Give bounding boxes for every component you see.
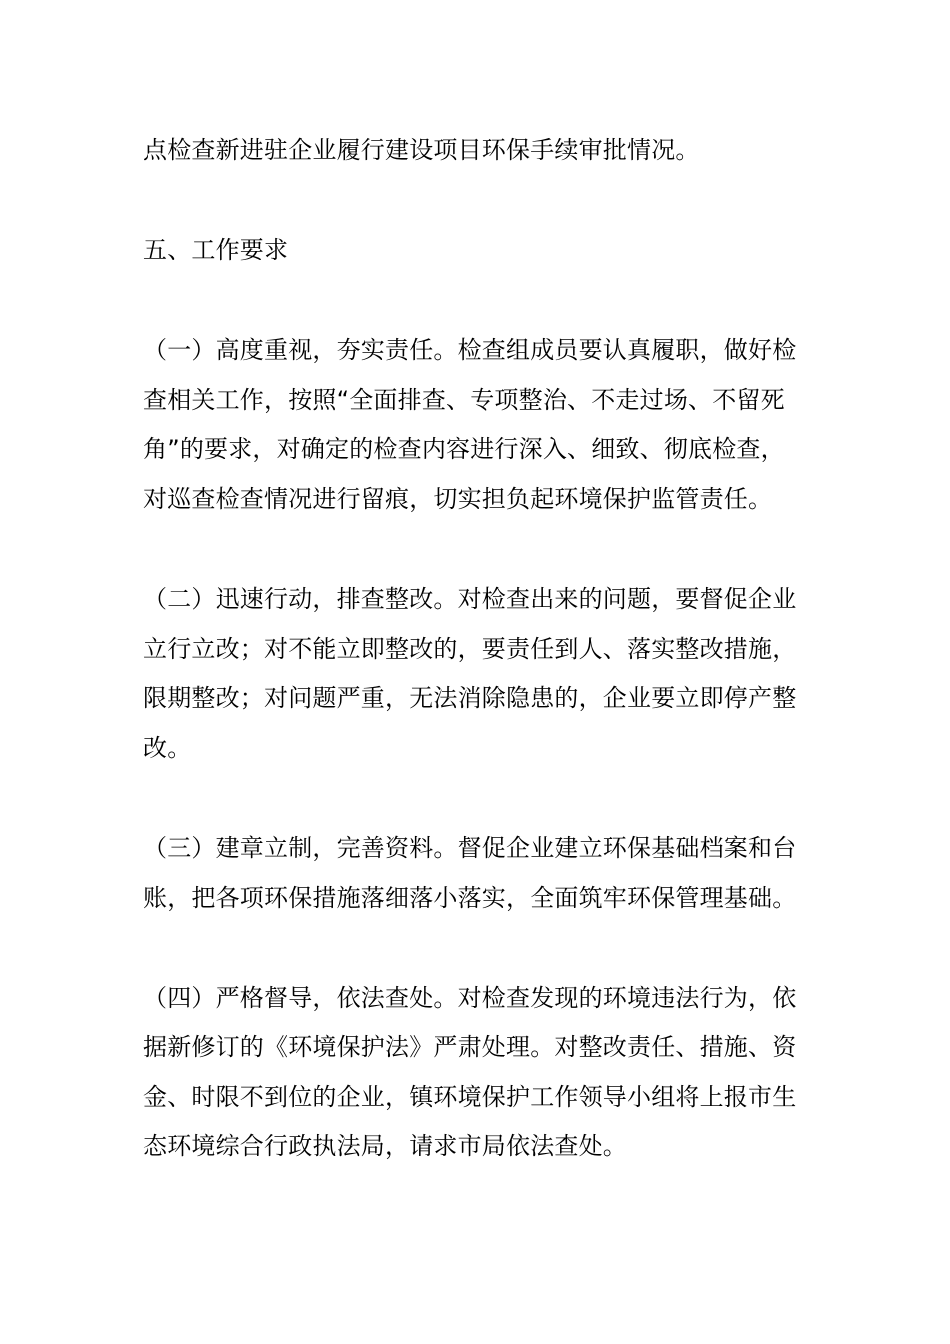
- paragraph-line: 限期整改；对问题严重，无法消除隐患的，企业要立即停产整: [143, 684, 797, 712]
- paragraph-line: （二）迅速行动，排查整改。对检查出来的问题，要督促企业: [143, 585, 797, 613]
- paragraph-line: 账，把各项环保措施落细落小落实，全面筑牢环保管理基础。: [143, 884, 797, 912]
- paragraph-line: 查相关工作，按照“全面排查、专项整治、不走过场、不留死: [143, 386, 785, 414]
- paragraph-line: （四）严格督导，依法查处。对检查发现的环境违法行为，依: [143, 984, 797, 1012]
- paragraph-line: 立行立改；对不能立即整改的，要责任到人、落实整改措施，: [143, 635, 797, 663]
- paragraph-line: 金、时限不到位的企业，镇环境保护工作领导小组将上报市生: [143, 1083, 797, 1111]
- paragraph-line: 角”的要求，对确定的检查内容进行深入、细致、彻底检查，: [143, 435, 785, 463]
- paragraph-line: 改。: [143, 734, 192, 762]
- paragraph-line: （三）建章立制，完善资料。督促企业建立环保基础档案和台: [143, 834, 797, 862]
- section-heading: 五、工作要求: [143, 236, 289, 264]
- paragraph-line: 态环境综合行政执法局，请求市局依法查处。: [143, 1132, 627, 1160]
- paragraph-line: 对巡查检查情况进行留痕，切实担负起环境保护监管责任。: [143, 485, 773, 513]
- paragraph-line: （一）高度重视，夯实责任。检查组成员要认真履职，做好检: [143, 336, 797, 364]
- paragraph-line: 据新修订的《环境保护法》严肃处理。对整改责任、措施、资: [143, 1033, 797, 1061]
- paragraph-line: 点检查新进驻企业履行建设项目环保手续审批情况。: [143, 136, 700, 164]
